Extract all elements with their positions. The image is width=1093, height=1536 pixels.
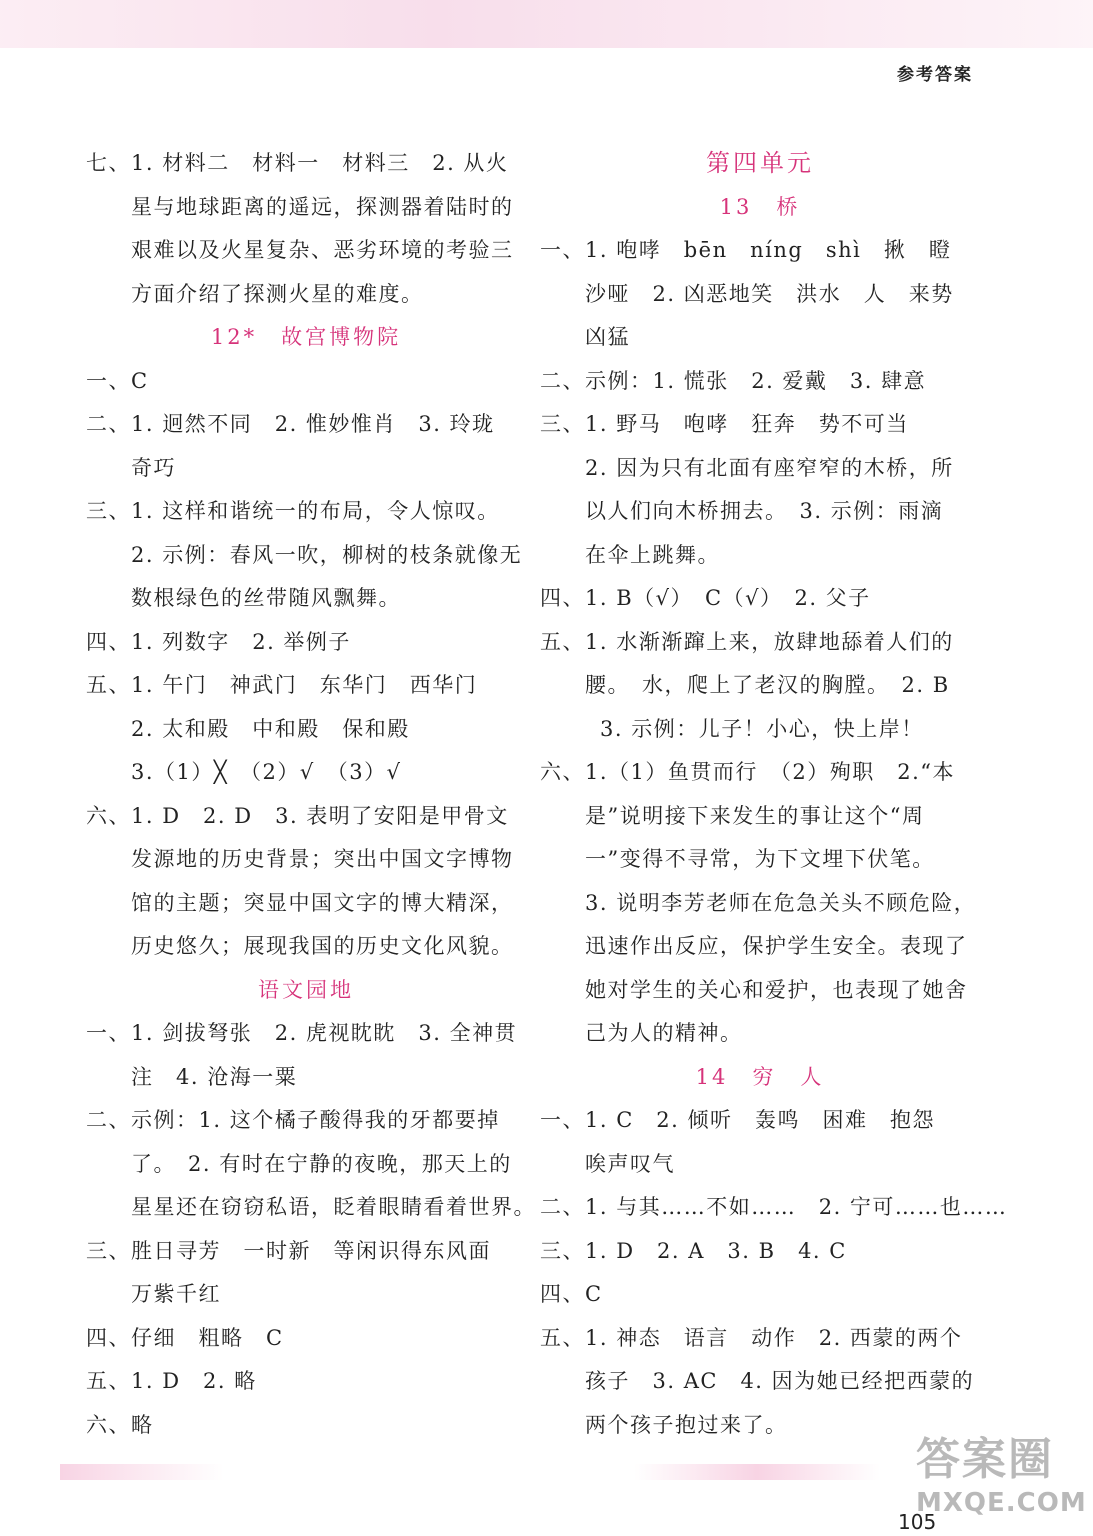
answer-line: 一、1. 咆哮 bēn níng shì 揪 瞪 xyxy=(540,238,952,262)
answer-line: 发源地的历史背景；突出中国文字博物 xyxy=(131,847,514,871)
answer-line: 二、示例：1. 慌张 2. 爱戴 3. 肆意 xyxy=(540,368,927,393)
answer-line: 五、1. 水渐渐蹿上来，放肆地舔着人们的 xyxy=(540,629,954,654)
answer-line: 五、1. D 2. 略 xyxy=(86,1369,257,1393)
right-column xyxy=(540,142,1008,1447)
section-heading: 13 桥 xyxy=(719,194,801,219)
answer-line: 三、胜日寻芳 一时新 等闲识得东风面 xyxy=(86,1238,491,1263)
answer-line: 二、1. 迥然不同 2. 惟妙惟肖 3. 玲珑 xyxy=(86,412,495,436)
section-heading: 14 穷 人 xyxy=(695,1064,825,1089)
answer-line: 二、1. 与其……不如…… 2. 宁可……也…… xyxy=(540,1195,1008,1219)
watermark-url: MXQE.COM xyxy=(916,1488,1087,1518)
answer-line: 四、C xyxy=(540,1282,603,1306)
answer-line: 一、1. C 2. 倾听 轰鸣 困难 抱怨 xyxy=(540,1108,935,1132)
answer-line: 五、1. 神态 语言 动作 2. 西蒙的两个 xyxy=(540,1325,963,1350)
answer-line: 六、1.（1）鱼贯而行 （2）殉职 2.“本 xyxy=(540,760,956,784)
answer-line: 以人们向木桥拥去。 3. 示例：雨滴 xyxy=(585,499,944,523)
answer-line: 五、1. 午门 神武门 东华门 西华门 xyxy=(86,673,478,697)
answer-line: 腰。 水，爬上了老汉的胸膛。 2. B xyxy=(585,673,950,697)
answer-line: 三、1. 野马 咆哮 狂奔 势不可当 xyxy=(540,412,909,436)
answer-line: 沙哑 2. 凶恶地笑 洪水 人 来势 xyxy=(585,281,954,306)
answer-line: 孩子 3. AC 4. 因为她已经把西蒙的 xyxy=(585,1369,975,1393)
answer-line: 四、1. 列数字 2. 举例子 xyxy=(86,629,351,654)
answer-line: 三、1. D 2. A 3. B 4. C xyxy=(540,1238,847,1263)
left-column xyxy=(86,142,536,1447)
answer-line: 是”说明接下来发生的事让这个“周 xyxy=(585,803,925,828)
answer-line: 两个孩子抱过来了。 xyxy=(585,1412,788,1437)
section-heading: 语文园地 xyxy=(258,977,354,1002)
answer-line: 己为人的精神。 xyxy=(585,1021,743,1045)
answer-line: 唉声叹气 xyxy=(585,1151,675,1176)
answer-line: 万紫千红 xyxy=(131,1282,221,1306)
answer-line: 七、1. 材料二 材料一 材料三 2. 从火 xyxy=(86,151,509,175)
answer-line: 3. 示例：儿子！小心，快上岸！ xyxy=(600,716,924,741)
answer-line: 2. 因为只有北面有座窄窄的木桥，所 xyxy=(585,455,954,480)
answer-line: 馆的主题；突显中国文字的博大精深， xyxy=(131,890,514,915)
answer-line: 三、1. 这样和谐统一的布局，令人惊叹。 xyxy=(86,499,500,523)
section-heading: 第四单元 xyxy=(706,149,814,177)
answer-line: 星星还在窃窃私语，眨着眼睛看着世界。 xyxy=(131,1195,536,1219)
answer-line: 一、C xyxy=(86,368,149,393)
section-heading: 12* 故宫博物院 xyxy=(210,325,402,349)
answer-line: 一、1. 剑拔弩张 2. 虎视眈眈 3. 全神贯 xyxy=(86,1021,518,1045)
answer-line: 四、1. B（√） C（√） 2. 父子 xyxy=(540,586,871,610)
answer-line: 奇巧 xyxy=(131,455,176,480)
page-header-title: 参考答案 xyxy=(897,65,973,85)
watermark-logo: 答案圈 xyxy=(916,1434,1054,1485)
answer-line: 3.（1）╳ （2）√ （3）√ xyxy=(131,760,402,784)
answer-line: 2. 太和殿 中和殿 保和殿 xyxy=(131,716,410,741)
answer-line: 艰难以及火星复杂、恶劣环境的考验三 xyxy=(131,238,514,262)
footer-decoration xyxy=(60,1464,880,1480)
answer-line: 她对学生的关心和爱护，也表现了她舍 xyxy=(585,977,968,1002)
answer-line: 2. 示例：春风一吹，柳树的枝条就像无 xyxy=(131,542,523,567)
header-decoration-band xyxy=(0,0,1093,48)
answer-line: 六、略 xyxy=(86,1412,154,1437)
answer-line: 历史悠久；展现我国的历史文化风貌。 xyxy=(131,934,514,958)
answer-line: 注 4. 沧海一粟 xyxy=(131,1064,298,1089)
answer-line: 方面介绍了探测火星的难度。 xyxy=(131,281,424,306)
watermark xyxy=(916,1432,1086,1528)
answer-line: 六、1. D 2. D 3. 表明了安阳是甲骨文 xyxy=(86,803,509,828)
answer-line: 一”变得不寻常，为下文埋下伏笔。 xyxy=(585,847,935,871)
answer-line: 数根绿色的丝带随风飘舞。 xyxy=(131,586,401,610)
answer-line: 二、示例：1. 这个橘子酸得我的牙都要掉 xyxy=(86,1108,500,1132)
answer-line: 迅速作出反应，保护学生安全。表现了 xyxy=(585,934,968,958)
answer-line: 四、仔细 粗略 C xyxy=(86,1325,284,1350)
answer-line: 星与地球距离的遥远，探测器着陆时的 xyxy=(131,194,514,219)
answer-line: 了。 2. 有时在宁静的夜晚，那天上的 xyxy=(131,1151,512,1176)
page-number: 105 xyxy=(898,1510,937,1534)
answer-line: 凶猛 xyxy=(585,325,630,349)
answer-line: 3. 说明李芳老师在危急关头不顾危险， xyxy=(585,890,977,915)
answer-line: 在伞上跳舞。 xyxy=(585,542,720,567)
